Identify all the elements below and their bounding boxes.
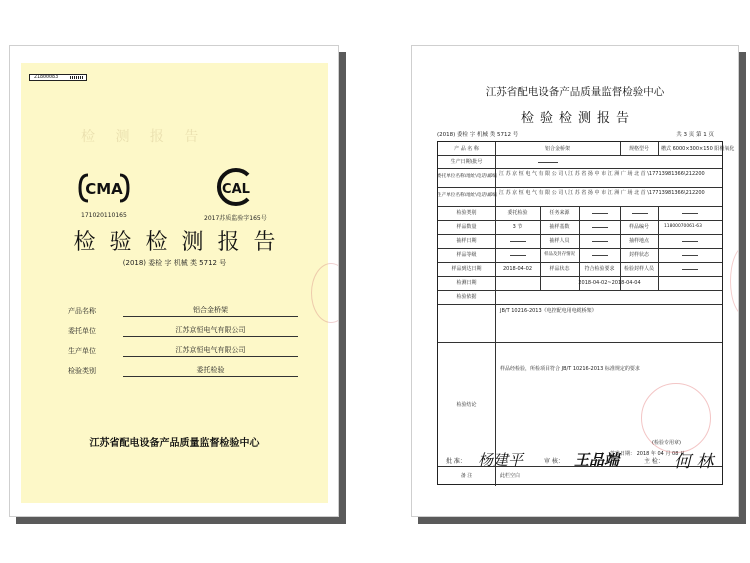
reviewer-signature: 王品端 — [574, 451, 620, 469]
dash-mark — [592, 241, 608, 242]
cal-icon — [214, 167, 256, 207]
label-sample-date: 抽样日期 — [456, 238, 477, 244]
cover-field-label: 检验类别 — [68, 367, 96, 375]
dash-mark — [592, 213, 608, 214]
cover-panel — [21, 63, 328, 503]
dash-mark — [510, 255, 526, 256]
inspection-seal-stamp — [641, 383, 711, 453]
dash-mark — [592, 227, 608, 228]
reviewer-label: 审 核： — [544, 458, 564, 465]
tester-row — [644, 456, 664, 465]
dash-mark — [510, 241, 526, 242]
value-basis: JB/T 10216-2013《电控配电用电缆桥架》 — [500, 308, 597, 314]
label-sampler: 抽样人员 — [549, 238, 570, 244]
cover-field-value: 江苏京恒电气有限公司 — [123, 345, 298, 357]
label-product-name: 产 品 名 称 — [454, 146, 479, 152]
cal-logo — [214, 167, 256, 207]
label-state: 样品状态 — [549, 266, 570, 272]
label-conclusion: 检验结论 — [456, 402, 477, 408]
edge-stamp-mark — [730, 246, 739, 316]
label-grade: 样品等级 — [456, 252, 477, 258]
barcode-label — [29, 74, 87, 81]
cover-report-code: (2018) 委检 字 机械 类 5712 号 — [122, 259, 227, 267]
seal-text: (检验专用章) — [652, 440, 681, 446]
label-batch: 生产日期\批号 — [450, 159, 483, 165]
cover-field-client — [68, 325, 298, 337]
dash-mark — [682, 269, 698, 270]
cover-field-value: 铝合金桥架 — [123, 305, 298, 317]
cover-field-product — [68, 305, 298, 317]
approver-label: 批 准： — [446, 458, 466, 465]
report-code: (2018) 委检 字 机械 类 5712 号 — [437, 132, 519, 138]
cover-field-label: 产品名称 — [68, 307, 96, 315]
value-product-name: 铝合金桥架 — [544, 146, 570, 152]
cal-logo-text: CAL — [222, 182, 250, 197]
cma-number: 171020110165 — [81, 212, 127, 219]
value-sample-no: 11800070061-63 — [664, 224, 702, 229]
reviewer-row — [544, 456, 564, 465]
label-sealer: 检验封样人员 — [623, 266, 654, 272]
cover-title: 检验检测报告 — [73, 230, 290, 255]
value-client-text: 江 苏 京 恒 电 气 有 限 公 司 \ 江 苏 省 扬 中 市 江 洲 广 场 北 首 \17713981366\212200 — [499, 171, 705, 177]
cover-field-label: 委托单位 — [68, 327, 96, 335]
value-state: 符合检验要求 — [584, 266, 615, 272]
report-cover — [9, 45, 339, 517]
approver-row — [446, 456, 466, 465]
cover-organization: 江苏省配电设备产品质量监督检验中心 — [89, 438, 260, 449]
dash-mark — [682, 241, 698, 242]
tester-signature: 何 林 — [674, 452, 714, 472]
cover-field-value: 委托检验 — [123, 365, 298, 377]
dash-mark — [682, 255, 698, 256]
report-title: 检验检测报告 — [520, 111, 635, 126]
value-client — [499, 171, 721, 177]
label-arrival: 样品到达日期 — [451, 266, 482, 272]
cma-logo-text: CMA — [85, 180, 123, 198]
report-page-info: 共 3 页 第 1 页 — [676, 132, 714, 138]
label-spec: 规格型号 — [628, 146, 649, 152]
label-qty: 样品数量 — [456, 224, 477, 230]
approver-signature: 杨建平 — [478, 451, 524, 469]
cma-logo — [78, 171, 130, 205]
label-test-date: 检测日期 — [456, 280, 477, 286]
cover-field-type — [68, 365, 298, 377]
label-sample-place: 抽样地点 — [628, 238, 649, 244]
value-maker-text: 江 苏 京 恒 电 气 有 限 公 司 \ 江 苏 省 扬 中 市 江 洲 广 场 北 首 \17713981366\212200 — [499, 190, 705, 196]
value-maker — [499, 190, 721, 196]
value-qty: 3 节 — [512, 224, 523, 230]
label-client: 委托单位名称\地址\电话\邮编 — [437, 174, 497, 179]
label-task-source: 任务来源 — [549, 210, 570, 216]
value-arrival: 2018-04-02 — [502, 266, 533, 272]
label-seal-status: 封样状态 — [628, 252, 649, 258]
tester-label: 主 检： — [644, 458, 664, 465]
report-organization: 江苏省配电设备产品质量监督检验中心 — [485, 86, 665, 98]
cma-icon — [78, 171, 130, 205]
label-base: 抽样基数 — [549, 224, 570, 230]
cover-field-maker — [68, 345, 298, 357]
value-remark: 此栏空白 — [500, 473, 521, 479]
label-basis: 检验依据 — [456, 294, 477, 300]
barcode-icon — [70, 76, 84, 79]
value-check-type: 委托检验 — [507, 210, 528, 216]
label-sample-no: 样品编号 — [628, 224, 649, 230]
dash-mark — [682, 213, 698, 214]
value-test-date: 2018-04-02~2018-04-04 — [578, 280, 641, 286]
dash-mark — [592, 255, 608, 256]
cover-field-value: 江苏京恒电气有限公司 — [123, 325, 298, 337]
label-maker: 生产单位名称\地址\电话\邮编 — [437, 193, 497, 198]
faint-watermark: 检 测 报 告 — [81, 129, 207, 145]
cover-field-label: 生产单位 — [68, 347, 96, 355]
label-check-type: 检验类别 — [456, 210, 477, 216]
value-spec: 槽式 6000×300×150 阳极氧化 — [661, 146, 735, 152]
label-seal: 样品及封存情况 — [544, 252, 575, 257]
label-remark: 备 注 — [460, 473, 473, 479]
dash-mark — [538, 162, 558, 163]
sign-date: 签发日期： 2018 年 04 月 08 日 — [610, 451, 685, 457]
cal-number: 2017苏质监验字165号 — [204, 215, 267, 222]
barcode-number: 21800083 — [34, 74, 59, 80]
report-page — [411, 45, 739, 517]
cover-stamp-mark — [311, 263, 339, 323]
value-conclusion: 样品经检验，所检项目符合 JB/T 10216-2013 标准规定的要求 — [500, 366, 640, 372]
dash-mark — [632, 213, 648, 214]
